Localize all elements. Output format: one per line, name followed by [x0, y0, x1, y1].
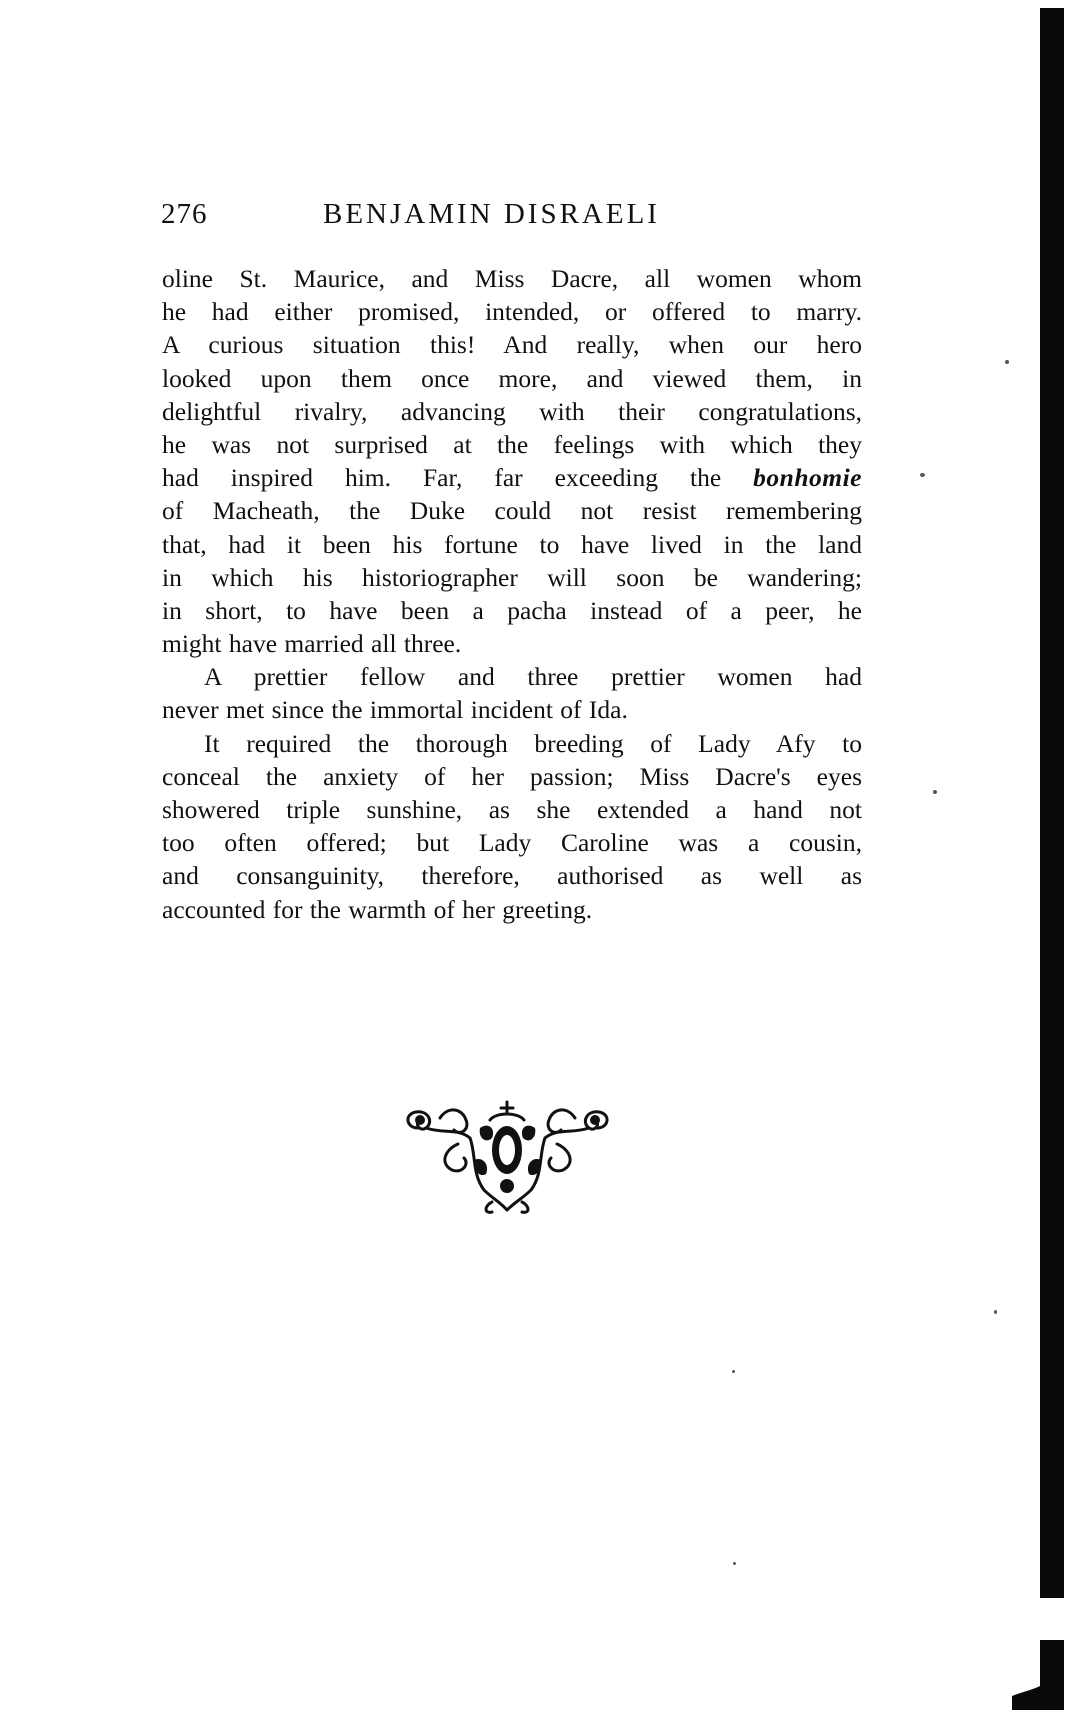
text-line: oline St. Maurice, and Miss Dacre, all women whom [162, 264, 862, 293]
text-line: conceal the anxiety of her passion; Miss Dacre's eyes [162, 761, 862, 791]
binding-edge-foot [1012, 1640, 1064, 1710]
running-head [161, 198, 861, 238]
text-line: never met since the immortal incident of Ida. [162, 695, 628, 725]
text-line: A prettier fellow and three prettier women had [204, 662, 862, 692]
text-line: might have married all three. [162, 629, 462, 659]
scan-speck [1005, 360, 1009, 364]
text-line: too often offered; but Lady Caroline was a cousin, [162, 828, 862, 858]
text-line: he had either promised, intended, or offered to marry. [162, 297, 862, 327]
text-line-with-italic [162, 461, 862, 494]
scan-speck [920, 473, 925, 477]
scan-speck [733, 1562, 736, 1565]
binding-edge [1040, 8, 1064, 1598]
text-line: of Macheath, the Duke could not resist remembering [162, 496, 862, 526]
italic-term: bonhomie [753, 463, 862, 493]
text-line: accounted for the warmth of her greeting. [162, 894, 593, 924]
text-line: that, had it been his fortune to have lived in the land [162, 529, 862, 559]
text-line: delightful rivalry, advancing with their congratulations, [162, 396, 862, 426]
text-line: looked upon them once more, and viewed them, in [162, 363, 862, 393]
text-line: A curious situation this! And really, when our hero [162, 330, 862, 360]
text-line: It required the thorough breeding of Lady Afy to [204, 728, 862, 758]
text-line: he was not surprised at the feelings with which they [162, 429, 862, 459]
body-text [162, 262, 862, 926]
text-line: showered triple sunshine, as she extended a hand not [162, 795, 862, 824]
book-title: BENJAMIN DISRAELI [323, 198, 660, 230]
scan-speck [994, 1310, 997, 1314]
text-line: in which his historiographer will soon be wandering; [162, 562, 862, 592]
scan-speck [732, 1370, 735, 1373]
text-line: in short, to have been a pacha instead of a peer, he [162, 595, 862, 625]
text-line-lead: had inspired him. Far, far exceeding the [162, 463, 754, 493]
floral-tailpiece-icon [400, 1098, 615, 1216]
page-number: 276 [161, 198, 208, 230]
scan-speck [933, 790, 937, 794]
text-line: and consanguinity, therefore, authorised as well as [162, 861, 862, 891]
